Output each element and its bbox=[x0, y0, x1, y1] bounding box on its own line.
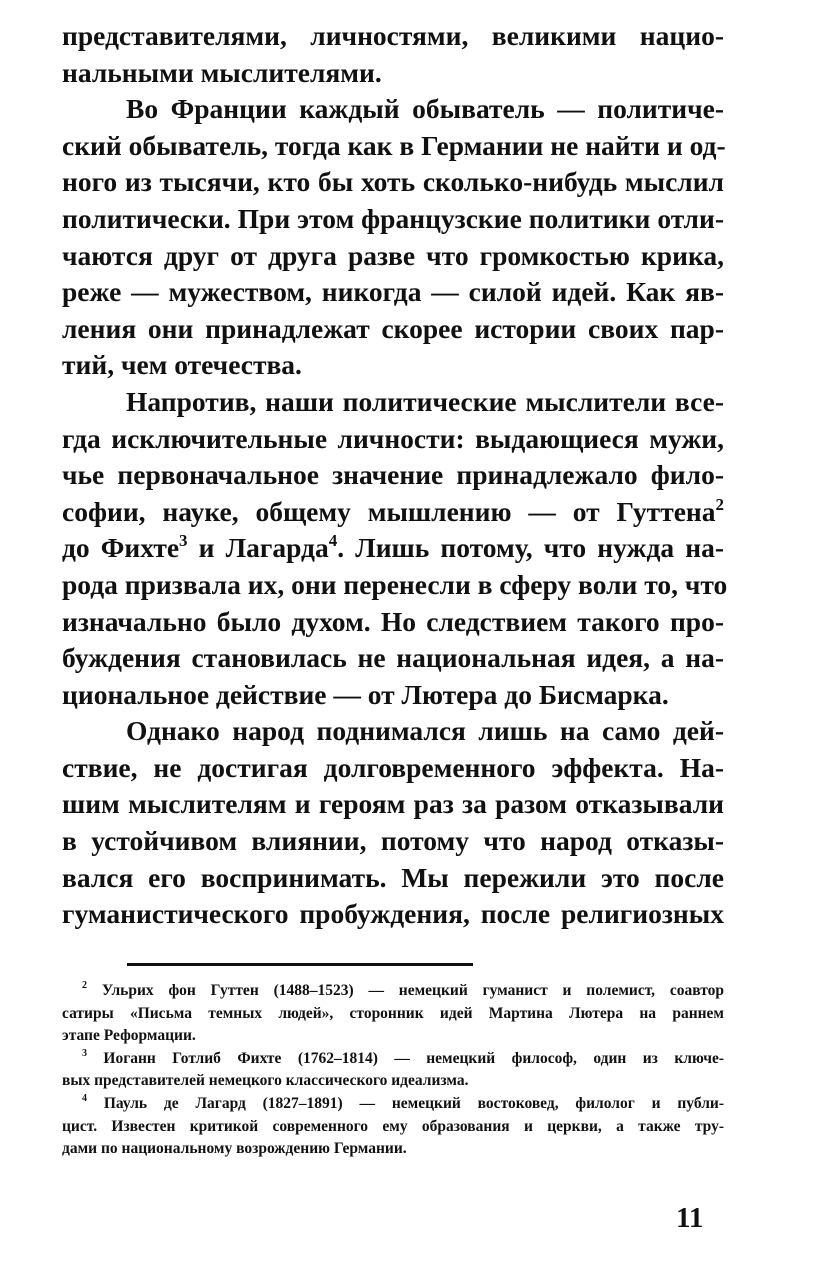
text-run: Во Франции каждый обыватель — политиче- bbox=[126, 93, 724, 125]
text-line bbox=[62, 823, 724, 860]
text-line bbox=[62, 347, 724, 384]
text-line bbox=[62, 384, 724, 421]
text-line bbox=[62, 750, 724, 787]
text-line bbox=[62, 238, 724, 275]
text-run: ного из тысячи, кто бы хоть сколько-нибудь мыслил bbox=[62, 166, 724, 198]
text-run: и Лагарда bbox=[187, 532, 329, 564]
text-run: дами по национальному возрождению Германии. bbox=[62, 1140, 407, 1158]
page-number: 11 bbox=[676, 1202, 704, 1234]
text-run: Иоганн Готлиб Фихте (1762–1814) — немецкий философ, один из ключе- bbox=[87, 1049, 724, 1067]
text-run: ствие, не достигая долговременного эффекта. На- bbox=[62, 751, 724, 783]
footnote-ref: 3 bbox=[179, 531, 188, 551]
text-run: буждения становилась не национальная идея, а на- bbox=[62, 642, 724, 674]
text-run: до Фихте bbox=[62, 532, 180, 564]
text-run: . Лишь потому, что нужда на- bbox=[337, 532, 724, 564]
text-run: Пауль де Лагард (1827–1891) — немецкий востоковед, филолог и публи- bbox=[87, 1094, 724, 1112]
text-line bbox=[62, 55, 724, 92]
text-line bbox=[62, 311, 724, 348]
text-run: гуманистического пробуждения, после религиозных bbox=[62, 898, 724, 930]
text-run: вался его воспринимать. Мы пережили это после bbox=[62, 861, 724, 893]
text-run: сатиры «Письма темных людей», сторонник идей Мартина Лютера на раннем bbox=[62, 1004, 724, 1022]
text-line bbox=[62, 274, 724, 311]
text-line bbox=[62, 604, 724, 641]
text-line bbox=[62, 164, 724, 201]
footnote-ref: 4 bbox=[82, 1092, 87, 1104]
footnote-line bbox=[62, 1048, 724, 1071]
text-run: софии, науке, общему мышлению — от Гуттена bbox=[62, 495, 716, 527]
footnote-line bbox=[62, 1025, 724, 1048]
text-line bbox=[62, 713, 724, 750]
text-run: вых представителей немецкого классического идеализма. bbox=[62, 1072, 469, 1090]
text-line bbox=[62, 677, 724, 714]
footnote-line bbox=[62, 1138, 724, 1161]
text-line bbox=[62, 640, 724, 677]
text-line bbox=[62, 567, 728, 604]
text-run: в устойчивом влиянии, потому что народ отказы- bbox=[62, 825, 724, 857]
text-line bbox=[62, 128, 724, 165]
text-line bbox=[62, 18, 724, 55]
text-run: гда исключительные личности: выдающиеся мужи, bbox=[62, 422, 724, 454]
text-run: чаются друг от друга разве что громкостью крика, bbox=[62, 239, 724, 271]
text-run: изначально было духом. Но следствием такого про- bbox=[62, 605, 724, 637]
text-line bbox=[62, 786, 724, 823]
text-line bbox=[62, 91, 724, 128]
footnote-line bbox=[62, 1003, 724, 1026]
text-run: чье первоначальное значение принадлежало фило- bbox=[62, 459, 724, 491]
text-run: рода призвала их, они перенесли в сферу воли то, что bbox=[62, 568, 728, 600]
text-line bbox=[62, 201, 724, 238]
text-run: Напротив, наши политические мыслители все- bbox=[126, 385, 724, 417]
footnote-separator bbox=[127, 963, 473, 966]
text-line bbox=[62, 896, 724, 933]
text-line bbox=[62, 530, 724, 567]
text-run: Однако народ поднимался лишь на само дей- bbox=[126, 715, 724, 747]
footnotes bbox=[62, 980, 724, 1161]
main-text bbox=[62, 18, 728, 933]
text-run: ский обыватель, тогда как в Германии не найти и од- bbox=[62, 129, 726, 161]
text-run: шим мыслителям и героям раз за разом отказывали bbox=[62, 788, 724, 820]
text-line bbox=[62, 494, 724, 531]
text-run: политически. При этом французские политики отли- bbox=[62, 202, 724, 234]
text-run: реже — мужеством, никогда — силой идей. Как яв- bbox=[62, 276, 724, 308]
text-run: нальными мыслителями. bbox=[62, 56, 382, 88]
text-run: Ульрих фон Гуттен (1488–1523) — немецкий гуманист и полемист, соавтор bbox=[87, 982, 724, 999]
footnote-ref: 3 bbox=[82, 1047, 87, 1059]
footnote-ref: 2 bbox=[715, 494, 724, 514]
text-run: цист. Известен критикой современного ему образования и церкви, а также тру- bbox=[62, 1117, 724, 1135]
footnote-line bbox=[62, 980, 724, 1003]
footnote-ref: 4 bbox=[328, 531, 338, 551]
text-run: ления они принадлежат скорее истории своих пар- bbox=[62, 312, 724, 344]
text-line bbox=[62, 860, 724, 897]
text-line bbox=[62, 457, 724, 494]
text-run: представителями, личностями, великими нацио- bbox=[62, 20, 724, 51]
footnote-line bbox=[62, 1070, 724, 1093]
text-run: этапе Реформации. bbox=[62, 1027, 196, 1045]
text-run: циональное действие — от Лютера до Бисмарка. bbox=[62, 678, 669, 710]
text-line bbox=[62, 421, 724, 458]
text-run: тий, чем отечества. bbox=[62, 349, 302, 381]
footnote-line bbox=[62, 1116, 724, 1139]
footnote-ref: 2 bbox=[82, 980, 87, 991]
footnote-line bbox=[62, 1093, 724, 1116]
